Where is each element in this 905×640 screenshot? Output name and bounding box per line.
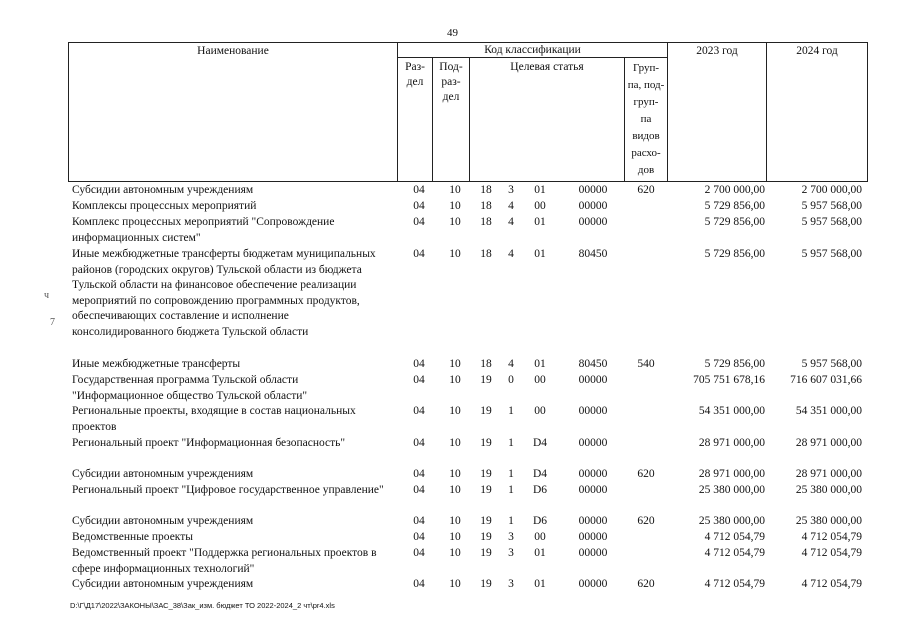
cell-t4: 00000: [578, 515, 608, 527]
header-podrazdel-label: [432, 60, 470, 105]
cell-podrazdel: 10: [449, 200, 461, 212]
cell-y2023: 5 729 856,00: [704, 200, 765, 212]
cell-y2023: 28 971 000,00: [698, 468, 765, 480]
cell-t3: D4: [532, 437, 548, 449]
cell-y2023: 5 729 856,00: [704, 216, 765, 228]
cell-t1: 19: [480, 531, 492, 543]
row-name: Ведомственные проекты: [72, 531, 193, 543]
cell-t2: 3: [508, 531, 514, 543]
cell-vid: 620: [637, 578, 655, 590]
header-2023-label: 2023 год: [696, 45, 738, 57]
cell-t4: 00000: [578, 405, 608, 417]
cell-t3: D6: [532, 484, 548, 496]
cell-t2: 4: [508, 216, 514, 228]
cell-y2023: 2 700 000,00: [704, 184, 765, 196]
cell-t1: 19: [480, 468, 492, 480]
cell-vid: 620: [637, 184, 655, 196]
cell-t4: 00000: [578, 374, 608, 386]
cell-t3: 01: [534, 216, 546, 228]
cell-podrazdel: 10: [449, 547, 461, 559]
cell-podrazdel: 10: [449, 515, 461, 527]
header-cell-target: [469, 57, 625, 182]
header-group-line-5: видов: [632, 130, 660, 142]
file-path-footer: D:\Г\Д17\2022\ЗАКОНЫ\ЗАС_38\Зак_изм. бюджет ТО 2022-2024_2 чт\pr4.xls: [70, 601, 335, 610]
cell-t2: 1: [508, 437, 514, 449]
row-name: Субсидии автономным учреждениям: [72, 515, 254, 527]
cell-t2: 0: [508, 374, 514, 386]
cell-t3: 00: [534, 405, 546, 417]
row-name: Иные межбюджетные трансферты: [72, 358, 241, 370]
row-name: Субсидии автономным учреждениям: [72, 578, 254, 590]
header-cell-2023: [667, 42, 767, 182]
cell-razdel: 04: [413, 184, 425, 196]
cell-t1: 19: [480, 547, 492, 559]
cell-y2024: 2 700 000,00: [801, 184, 862, 196]
cell-t2: 3: [508, 547, 514, 559]
header-name-label: Наименование: [197, 45, 269, 57]
cell-t3: 00: [534, 200, 546, 212]
header-group-line-2: па, под-: [627, 79, 665, 91]
cell-t2: 1: [508, 484, 514, 496]
cell-podrazdel: 10: [449, 468, 461, 480]
cell-podrazdel: 10: [449, 405, 461, 417]
row-name: Ведомственный проект "Поддержка региональных проектов в сфере информационных технологий": [72, 547, 377, 575]
header-podrazdel-line-3: дел: [442, 91, 460, 103]
cell-y2024: 5 957 568,00: [801, 358, 862, 370]
cell-y2024: 5 957 568,00: [801, 216, 862, 228]
cell-razdel: 04: [413, 248, 425, 260]
cell-t2: 3: [508, 184, 514, 196]
header-group-line-7: дов: [637, 164, 655, 176]
cell-y2024: 28 971 000,00: [795, 437, 862, 449]
cell-y2024: 716 607 031,66: [790, 374, 862, 386]
cell-t3: D6: [532, 515, 548, 527]
cell-vid: 620: [637, 468, 655, 480]
cell-razdel: 04: [413, 374, 425, 386]
cell-y2023: 4 712 054,79: [704, 578, 765, 590]
header-2024-label: 2024 год: [796, 45, 838, 57]
cell-y2023: 4 712 054,79: [704, 531, 765, 543]
cell-t1: 18: [480, 216, 492, 228]
cell-razdel: 04: [413, 468, 425, 480]
row-name: Государственная программа Тульской области "Информационное общество Тульской области": [72, 374, 308, 402]
cell-podrazdel: 10: [449, 531, 461, 543]
cell-t3: 00: [534, 374, 546, 386]
cell-t4: 00000: [578, 578, 608, 590]
cell-razdel: 04: [413, 484, 425, 496]
cell-t1: 18: [480, 358, 492, 370]
cell-t2: 4: [508, 358, 514, 370]
header-cell-name: [68, 42, 398, 182]
row-name: Комплекс процессных мероприятий "Сопровождение информационных систем": [72, 216, 335, 244]
row-name: Региональный проект "Информационная безопасность": [72, 437, 346, 449]
cell-y2024: 4 712 054,79: [801, 578, 862, 590]
header-target-label: Целевая статья: [510, 61, 584, 73]
cell-t4: 80450: [578, 358, 608, 370]
row-name: Субсидии автономным учреждениям: [72, 184, 254, 196]
row-name: Субсидии автономным учреждениям: [72, 468, 254, 480]
cell-podrazdel: 10: [449, 248, 461, 260]
margin-mark: ч: [44, 290, 50, 301]
cell-t1: 18: [480, 200, 492, 212]
cell-podrazdel: 10: [449, 578, 461, 590]
cell-y2024: 4 712 054,79: [801, 531, 862, 543]
cell-t1: 18: [480, 248, 492, 260]
cell-y2024: 54 351 000,00: [795, 405, 862, 417]
cell-y2024: 5 957 568,00: [801, 200, 862, 212]
cell-vid: 540: [637, 358, 655, 370]
cell-razdel: 04: [413, 578, 425, 590]
page-number: 49: [447, 27, 458, 39]
cell-t1: 19: [480, 484, 492, 496]
header-group-line-4: па: [640, 113, 652, 125]
cell-vid: 620: [637, 515, 655, 527]
cell-y2023: 5 729 856,00: [704, 248, 765, 260]
header-razdel-label: [397, 60, 433, 90]
cell-y2024: 5 957 568,00: [801, 248, 862, 260]
cell-t4: 00000: [578, 200, 608, 212]
cell-t1: 19: [480, 578, 492, 590]
table-header: [68, 42, 868, 182]
cell-razdel: 04: [413, 515, 425, 527]
margin-mark: 7: [50, 317, 55, 328]
row-name: Региональный проект "Цифровое государственное управление": [72, 484, 384, 496]
cell-t3: D4: [532, 468, 548, 480]
cell-podrazdel: 10: [449, 374, 461, 386]
cell-podrazdel: 10: [449, 358, 461, 370]
cell-t3: 01: [534, 248, 546, 260]
header-razdel-line-1: Раз-: [405, 61, 425, 73]
cell-t3: 01: [534, 578, 546, 590]
cell-y2024: 25 380 000,00: [795, 515, 862, 527]
cell-t1: 19: [480, 405, 492, 417]
cell-t1: 18: [480, 184, 492, 196]
cell-podrazdel: 10: [449, 437, 461, 449]
cell-podrazdel: 10: [449, 216, 461, 228]
cell-t3: 01: [534, 547, 546, 559]
cell-y2023: 4 712 054,79: [704, 547, 765, 559]
cell-y2023: 28 971 000,00: [698, 437, 765, 449]
cell-y2023: 5 729 856,00: [704, 358, 765, 370]
cell-t4: 00000: [578, 547, 608, 559]
header-classification-label: Код классификации: [484, 44, 581, 56]
cell-t3: 00: [534, 531, 546, 543]
cell-t2: 1: [508, 405, 514, 417]
cell-y2024: 4 712 054,79: [801, 547, 862, 559]
cell-t2: 3: [508, 578, 514, 590]
cell-t4: 00000: [578, 484, 608, 496]
cell-razdel: 04: [413, 216, 425, 228]
cell-t3: 01: [534, 184, 546, 196]
cell-t4: 00000: [578, 531, 608, 543]
cell-t3: 01: [534, 358, 546, 370]
cell-y2023: 25 380 000,00: [698, 515, 765, 527]
cell-t4: 00000: [578, 437, 608, 449]
cell-podrazdel: 10: [449, 184, 461, 196]
header-group-line-6: расхо-: [631, 147, 661, 159]
cell-razdel: 04: [413, 547, 425, 559]
cell-t2: 1: [508, 515, 514, 527]
header-group-label: [624, 60, 668, 179]
cell-podrazdel: 10: [449, 484, 461, 496]
header-podrazdel-line-1: Под-: [439, 61, 463, 73]
cell-t1: 19: [480, 437, 492, 449]
cell-y2023: 705 751 678,16: [693, 374, 765, 386]
header-podrazdel-line-2: раз-: [441, 76, 461, 88]
cell-t2: 4: [508, 248, 514, 260]
header-razdel-line-2: дел: [406, 76, 424, 88]
header-group-line-1: Груп-: [632, 62, 660, 74]
cell-y2023: 54 351 000,00: [698, 405, 765, 417]
cell-t1: 19: [480, 374, 492, 386]
header-group-line-3: груп-: [633, 96, 659, 108]
row-name: Региональные проекты, входящие в состав национальных проектов: [72, 405, 356, 433]
cell-razdel: 04: [413, 358, 425, 370]
cell-y2024: 28 971 000,00: [795, 468, 862, 480]
row-name: Иные межбюджетные трансферты бюджетам муниципальных районов (городских округов) Тульской области из бюджета Тульской области на финансовое обеспечение реализации мероприятий по сопровождению программных продуктов, обеспечивающих составление и исполнение консолидированного бюджета Тульской области: [72, 248, 376, 338]
cell-y2024: 25 380 000,00: [795, 484, 862, 496]
row-name: Комплексы процессных мероприятий: [72, 200, 257, 212]
cell-t4: 80450: [578, 248, 608, 260]
cell-razdel: 04: [413, 531, 425, 543]
cell-t2: 4: [508, 200, 514, 212]
cell-razdel: 04: [413, 437, 425, 449]
cell-razdel: 04: [413, 200, 425, 212]
cell-t2: 1: [508, 468, 514, 480]
cell-razdel: 04: [413, 405, 425, 417]
cell-t4: 00000: [578, 184, 608, 196]
cell-t4: 00000: [578, 468, 608, 480]
cell-t4: 00000: [578, 216, 608, 228]
cell-y2023: 25 380 000,00: [698, 484, 765, 496]
header-cell-2024: [766, 42, 868, 182]
cell-t1: 19: [480, 515, 492, 527]
